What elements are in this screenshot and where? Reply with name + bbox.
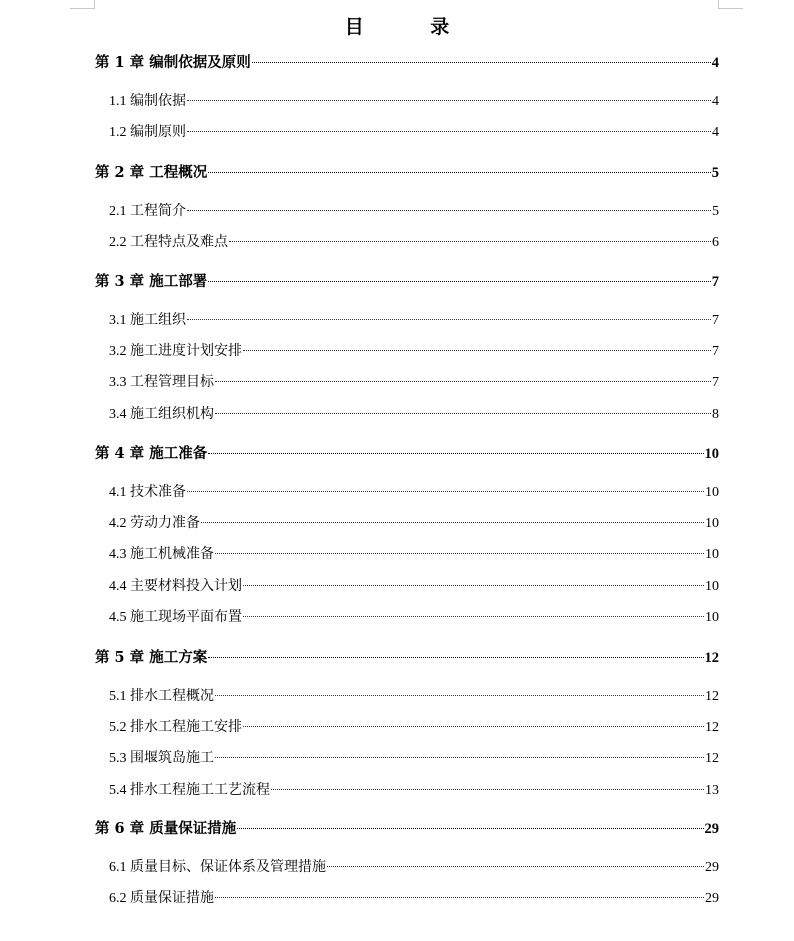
toc-chapter-entry[interactable] — [95, 52, 719, 74]
dot-leader — [243, 726, 704, 727]
toc-section-entry[interactable] — [109, 780, 719, 802]
toc-section-label: 5.3 围堰筑岛施工 — [109, 751, 214, 767]
dot-leader — [215, 413, 711, 414]
toc-section-entry[interactable] — [109, 201, 719, 223]
toc-section-label: 4.5 施工现场平面布置 — [109, 609, 242, 625]
toc-section-entry[interactable] — [109, 748, 719, 770]
toc-section-label: 6.2 质量保证措施 — [109, 891, 214, 907]
toc-section-label: 3.2 施工进度计划安排 — [109, 344, 242, 360]
toc-chapter-label: 第 2 章 工程概况 — [95, 164, 208, 181]
toc-chapter-entry[interactable] — [95, 443, 719, 465]
dot-leader — [215, 757, 704, 758]
toc-chapter-entry[interactable] — [95, 271, 719, 293]
toc-chapter-entry[interactable] — [95, 162, 719, 184]
dot-leader — [237, 828, 703, 829]
dot-leader — [215, 553, 704, 554]
toc-section-page-number: 12 — [705, 720, 719, 736]
toc-section-entry[interactable] — [109, 888, 719, 910]
toc-chapter-page-number: 10 — [704, 446, 719, 462]
toc-chapter-page-number: 29 — [704, 821, 719, 837]
toc-section-page-number: 4 — [712, 125, 719, 141]
toc-section-label: 1.1 编制依据 — [109, 94, 186, 109]
toc-section-label: 4.1 技术准备 — [109, 485, 186, 500]
toc-title: 目 录 — [344, 16, 480, 38]
toc-chapter-label: 第 6 章 质量保证措施 — [95, 820, 237, 837]
toc-section-page-number: 8 — [712, 406, 719, 422]
dot-leader — [201, 522, 704, 523]
toc-section-label: 2.2 工程特点及难点 — [109, 235, 228, 251]
toc-chapter-page-number: 5 — [711, 165, 719, 181]
toc-section-page-number: 10 — [705, 547, 719, 563]
dot-leader — [187, 100, 711, 101]
toc-section-page-number: 7 — [712, 344, 719, 360]
toc-section-page-number: 13 — [705, 782, 719, 798]
toc-section-entry[interactable] — [109, 122, 719, 144]
toc-section-page-number: 10 — [705, 609, 719, 625]
toc-section-entry[interactable] — [109, 372, 719, 394]
dot-leader — [187, 319, 711, 320]
toc-section-label: 3.1 施工组织 — [109, 313, 186, 328]
toc-section-entry[interactable] — [109, 686, 719, 708]
toc-section-page-number: 10 — [705, 485, 719, 500]
toc-section-entry[interactable] — [109, 717, 719, 739]
toc-chapter-label: 第 3 章 施工部署 — [95, 273, 208, 290]
toc-section-page-number: 6 — [712, 235, 719, 251]
dot-leader — [187, 131, 711, 132]
toc-section-label: 5.4 排水工程施工工艺流程 — [109, 782, 270, 798]
toc-section-label: 5.2 排水工程施工安排 — [109, 720, 242, 736]
toc-section-page-number: 4 — [712, 94, 719, 109]
toc-section-entry[interactable] — [109, 857, 719, 879]
toc-section-label: 6.1 质量目标、保证体系及管理措施 — [109, 860, 326, 875]
dot-leader — [252, 62, 711, 63]
toc-section-entry[interactable] — [109, 607, 719, 629]
toc-section-entry[interactable] — [109, 482, 719, 504]
toc-chapter-entry[interactable] — [95, 818, 719, 840]
toc-section-page-number: 29 — [705, 891, 719, 907]
toc-section-page-number: 10 — [705, 578, 719, 594]
toc-section-entry[interactable] — [109, 404, 719, 426]
toc-section-label: 4.2 劳动力准备 — [109, 516, 200, 532]
dot-leader — [187, 210, 711, 211]
toc-section-label: 5.1 排水工程概况 — [109, 689, 214, 704]
toc-chapter-page-number: 7 — [711, 274, 719, 290]
toc-chapter-page-number: 12 — [704, 650, 719, 666]
toc-chapter-label: 第 5 章 施工方案 — [95, 649, 208, 666]
toc-section-page-number: 29 — [705, 860, 719, 875]
toc-chapter-label: 第 4 章 施工准备 — [95, 445, 208, 462]
toc-section-label: 4.3 施工机械准备 — [109, 547, 214, 563]
dot-leader — [208, 172, 711, 173]
toc-section-label: 3.4 施工组织机构 — [109, 406, 214, 422]
toc-chapter-label: 第 1 章 编制依据及原则 — [95, 54, 251, 71]
toc-chapter-page-number: 4 — [711, 55, 719, 71]
dot-leader — [187, 491, 704, 492]
toc-chapter-entry[interactable] — [95, 647, 719, 669]
toc-section-page-number: 7 — [712, 375, 719, 391]
dot-leader — [215, 695, 704, 696]
dot-leader — [215, 381, 711, 382]
dot-leader — [271, 789, 704, 790]
toc-section-label: 3.3 工程管理目标 — [109, 375, 214, 391]
dot-leader — [208, 281, 711, 282]
toc-section-entry[interactable] — [109, 91, 719, 113]
dot-leader — [243, 350, 711, 351]
dot-leader — [243, 585, 704, 586]
toc-section-entry[interactable] — [109, 232, 719, 254]
dot-leader — [243, 616, 704, 617]
toc-section-entry[interactable] — [109, 341, 719, 363]
toc-section-entry[interactable] — [109, 544, 719, 566]
toc-section-label: 1.2 编制原则 — [109, 125, 186, 141]
toc-section-page-number: 12 — [705, 689, 719, 704]
dot-leader — [215, 897, 704, 898]
toc-section-entry[interactable] — [109, 513, 719, 535]
dot-leader — [229, 241, 711, 242]
toc-section-page-number: 12 — [705, 751, 719, 767]
toc-section-page-number: 5 — [712, 204, 719, 219]
dot-leader — [208, 657, 703, 658]
toc-section-label: 4.4 主要材料投入计划 — [109, 578, 242, 594]
toc-section-page-number: 7 — [712, 313, 719, 328]
toc-section-page-number: 10 — [705, 516, 719, 532]
toc-section-label: 2.1 工程简介 — [109, 204, 186, 219]
toc-section-entry[interactable] — [109, 310, 719, 332]
toc-section-entry[interactable] — [109, 576, 719, 598]
dot-leader — [208, 453, 703, 454]
dot-leader — [327, 866, 704, 867]
